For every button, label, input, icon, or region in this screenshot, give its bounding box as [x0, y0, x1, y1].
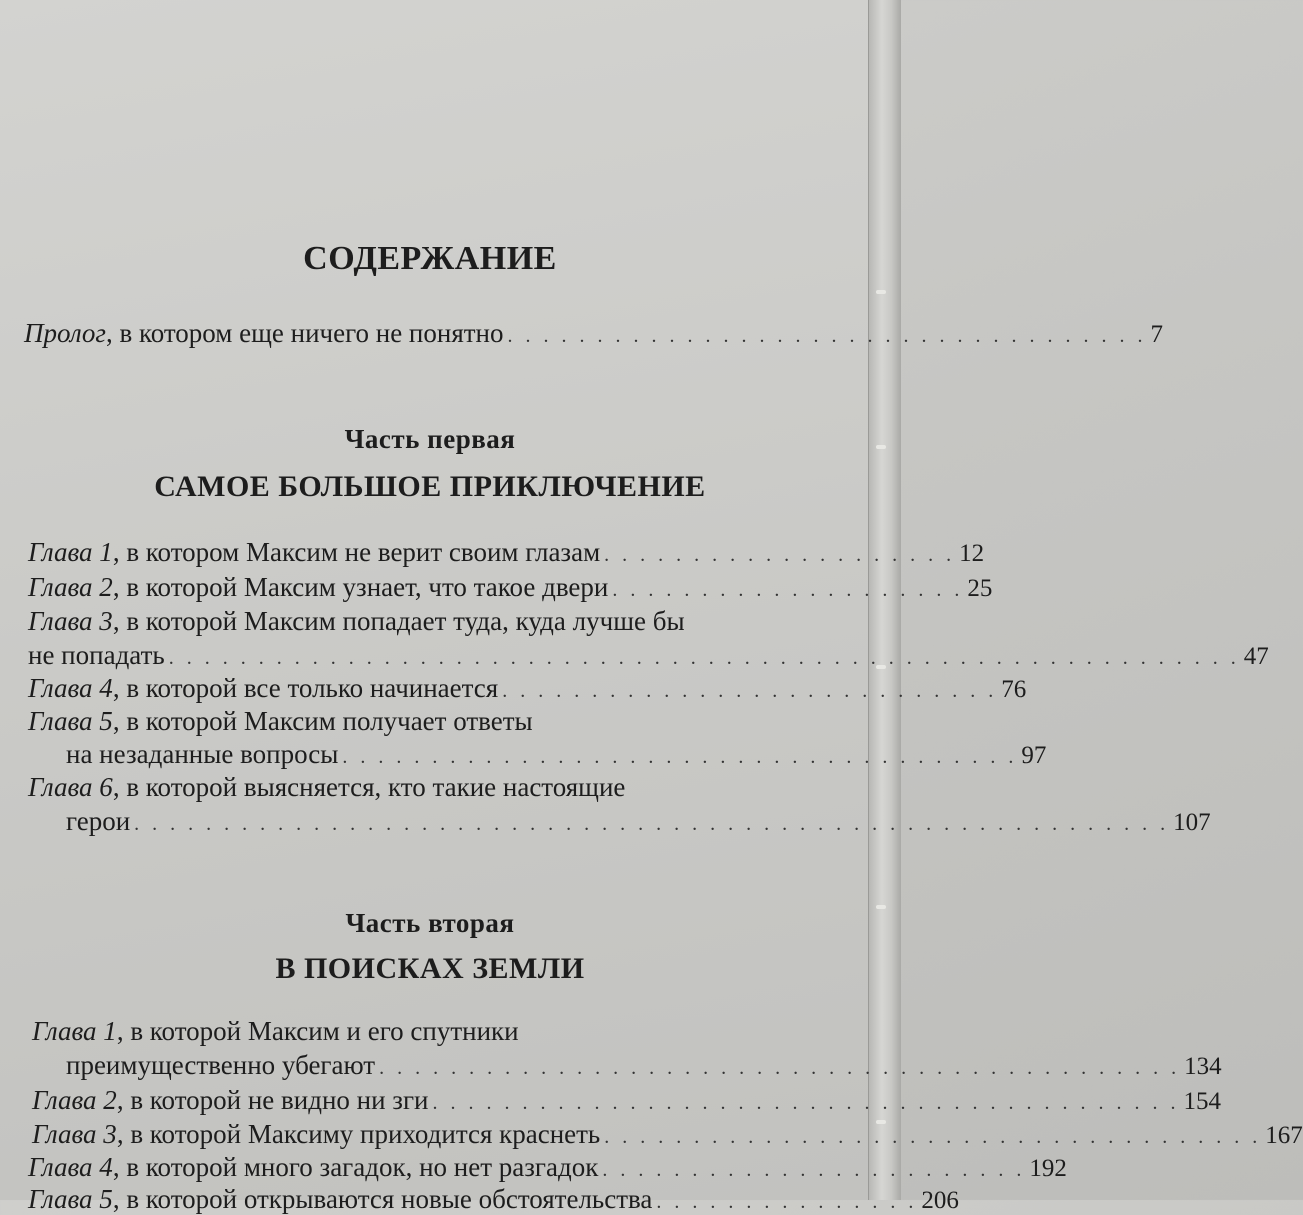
dot-leader: . . . . . . . . . . . . . . . . . . . . . . . . . . . . . . . . . . . . . . . . . .	[432, 1092, 1180, 1114]
toc-entry: Глава 5 , в которой открываются новые обстоятельства . . . . . . . . . . . . . . . 206	[28, 1184, 959, 1214]
toc-entry-line: Глава 6, в которой выясняется, кто такие настоящие	[28, 772, 626, 802]
dot-leader: . . . . . . . . . . . . . . . . . . . . . . . . . . . .	[502, 680, 998, 702]
toc-entry: не попадать . . . . . . . . . . . . . . . . . . . . . . . . . . . . . . . . . . . . . . . . . . . . . . . . . . . . . . . . . . . . 47	[28, 640, 1269, 670]
binding-stitch	[876, 290, 886, 294]
toc-entry-line: Глава 5, в которой Максим получает ответы	[28, 706, 533, 736]
binding-stitch	[876, 1120, 886, 1124]
binding-stitch	[876, 905, 886, 909]
part-title: САМОЕ БОЛЬШОЕ ПРИКЛЮЧЕНИЕ	[154, 470, 706, 503]
toc-entry: на незаданные вопросы . . . . . . . . . . . . . . . . . . . . . . . . . . . . . . . . . . . . . . 97	[66, 739, 1047, 769]
dot-leader: . . . . . . . . . . . . . . . . . . . .	[604, 544, 956, 566]
dot-leader: . . . . . . . . . . . . . . . . . . . . . . . . . . . . . . . . . . . . . . . . . . . . . . . . . . . . . . . . . . . .	[168, 647, 1240, 669]
entry-text: , в котором еще ничего не понятно	[105, 318, 504, 348]
entry-page: 7	[1150, 321, 1163, 348]
toc-entry: Глава 3 , в которой Максиму приходится краснеть . . . . . . . . . . . . . . . . . . . . . . . . . . . . . . . . . . . . . 167	[32, 1119, 1303, 1149]
toc-entry-line: Глава 1, в которой Максим и его спутники	[32, 1016, 519, 1046]
dot-leader: . . . . . . . . . . . . . . . . . . . . . . . . . . . . . . . . . . . .	[507, 325, 1147, 347]
entry-label: Пролог	[24, 318, 106, 348]
part-label: Часть первая	[344, 424, 516, 454]
page-title: СОДЕРЖАНИЕ	[303, 240, 557, 277]
part-label: Часть вторая	[345, 908, 515, 938]
toc-entry: герои . . . . . . . . . . . . . . . . . . . . . . . . . . . . . . . . . . . . . . . . . . . . . . . . . . . . . . . . . . 107	[66, 806, 1211, 836]
dot-leader: . . . . . . . . . . . . . . . . . . . . . . . . . . . . . . . . . . . . . .	[342, 746, 1018, 768]
toc-entry: Глава 4 , в которой много загадок, но нет разгадок . . . . . . . . . . . . . . . . . . . . . . . . 192	[28, 1152, 1067, 1182]
dot-leader: . . . . . . . . . . . . . . . . . . . . . . . .	[602, 1159, 1026, 1181]
dot-leader: . . . . . . . . . . . . . . . . . . . . . . . . . . . . . . . . . . . . . . . . . . . . .	[379, 1057, 1181, 1079]
toc-entry-prologue	[24, 318, 1163, 349]
toc-entry-line: Глава 3, в которой Максим попадает туда, куда лучше бы	[28, 606, 685, 636]
toc-entry: преимущественно убегают . . . . . . . . . . . . . . . . . . . . . . . . . . . . . . . . . . . . . . . . . . . . . 134	[66, 1050, 1222, 1080]
toc-entry: Глава 4 , в которой все только начинается . . . . . . . . . . . . . . . . . . . . . . . . . . . . 76	[28, 673, 1027, 703]
toc-entry: Глава 2 , в которой не видно ни зги . . . . . . . . . . . . . . . . . . . . . . . . . . . . . . . . . . . . . . . . . . 154	[32, 1085, 1221, 1115]
part-title: В ПОИСКАХ ЗЕМЛИ	[275, 952, 585, 985]
binding-stitch	[876, 445, 886, 449]
dot-leader: . . . . . . . . . . . . . . . . . . . .	[612, 579, 964, 601]
dot-leader: . . . . . . . . . . . . . . . . . . . . . . . . . . . . . . . . . . . . . . . . . . . . . . . . . . . . . . . . . .	[134, 813, 1170, 835]
dot-leader: . . . . . . . . . . . . . . .	[656, 1191, 918, 1213]
toc-entry: Глава 1 , в котором Максим не верит своим глазам . . . . . . . . . . . . . . . . . . . . 12	[28, 537, 985, 567]
dot-leader: . . . . . . . . . . . . . . . . . . . . . . . . . . . . . . . . . . . . .	[604, 1126, 1262, 1148]
toc-entry: Глава 2 , в которой Максим узнает, что такое двери . . . . . . . . . . . . . . . . . . . . 25	[28, 572, 993, 602]
